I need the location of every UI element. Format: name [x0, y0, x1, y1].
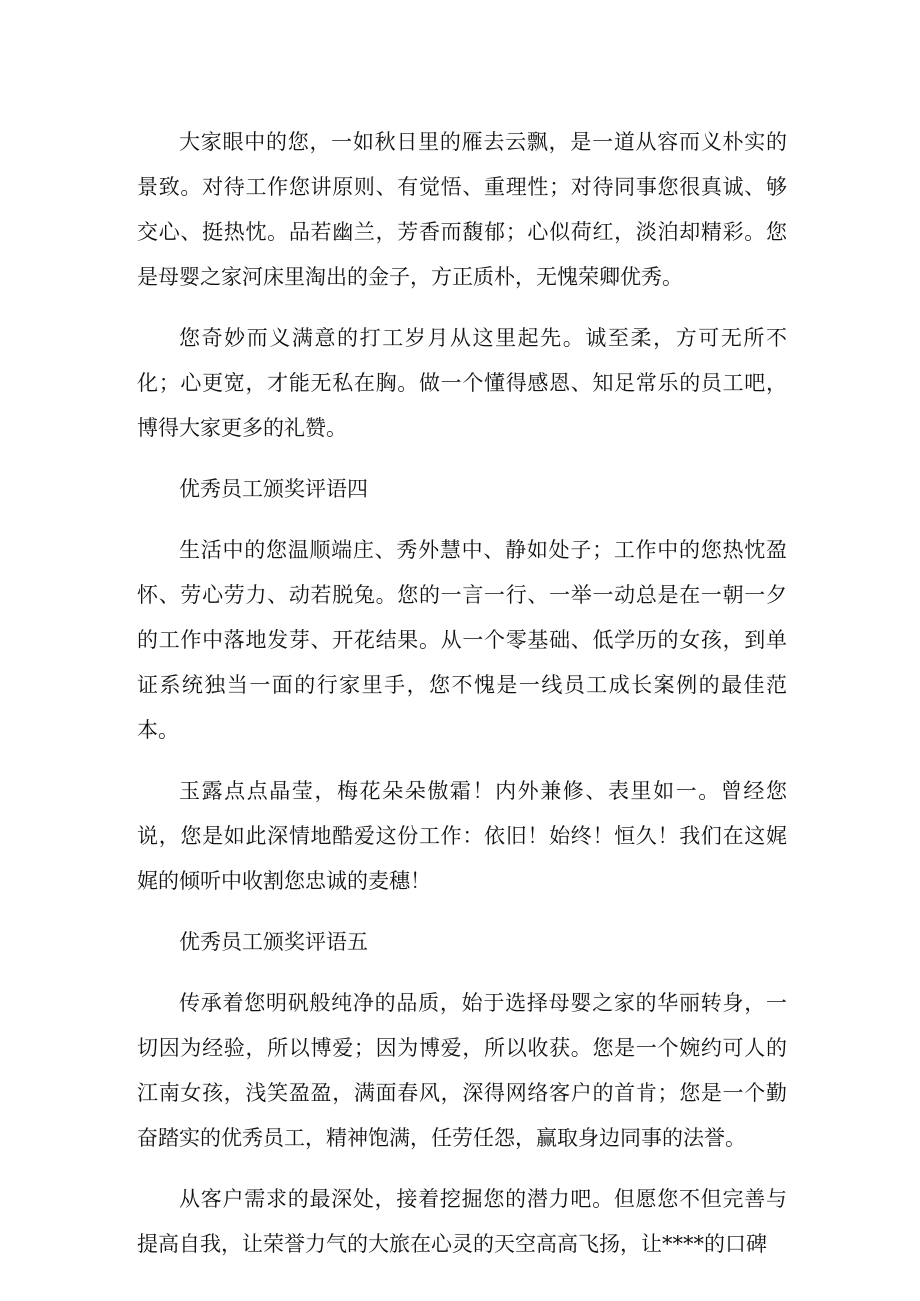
paragraph-autumn-scenery: 大家眼中的您，一如秋日里的雁去云飘，是一道从容而义朴实的景致。对待工作您讲原则、有觉悟、重理性；对待同事您很真诚、够交心、挺热忱。品若幽兰，芳香而馥郁；心似荷红，淡泊却精彩。您是母婴之家河床里淘出的金子，方正质朴，无愧荣卿优秀。 [137, 130, 787, 289]
document-body [137, 120, 787, 1283]
paragraph-jade-dew: 玉露点点晶莹，梅花朵朵傲霜！内外兼修、表里如一。曾经您说，您是如此深情地酷爱这份工作：依旧！始终！恒久！我们在这娓娓的倾听中收割您忠诚的麦穗！ [137, 779, 787, 893]
paragraph-work-years: 您奇妙而义满意的打工岁月从这里起先。诚至柔，方可无所不化；心更宽，才能无私在胸。做一个懂得感恩、知足常乐的员工吧，博得大家更多的礼赞。 [137, 326, 787, 440]
heading-award-comment-four: 优秀员工颁奖评语四 [179, 477, 368, 501]
paragraph-gentle-demeanor: 生活中的您温顺端庄、秀外慧中、静如处子；工作中的您热忱盈怀、劳心劳力、动若脱兔。您的一言一行、一举一动总是在一朝一夕的工作中落地发芽、开花结果。从一个零基础、低学历的女孩，到单证系统独当一面的行家里手，您不愧是一线员工成长案例的最佳范本。 [137, 538, 787, 742]
paragraph-pure-quality: 传承着您明矾般纯净的品质，始于选择母婴之家的华丽转身，一切因为经验，所以博爱；因为博爱，所以收获。您是一个婉约可人的江南女孩，浅笑盈盈，满面春风，深得网络客户的首肯；您是一个勤奋踏实的优秀员工，精神饱满，任劳任怨，赢取身边同事的法誉。 [137, 991, 787, 1150]
heading-award-comment-five: 优秀员工颁奖评语五 [179, 930, 368, 954]
paragraph-customer-needs: 从客户需求的最深处，接着挖掘您的潜力吧。但愿您不但完善与提高自我，让荣誉力气的大旅在心灵的天空高高飞扬，让****的口碑 [137, 1187, 787, 1256]
